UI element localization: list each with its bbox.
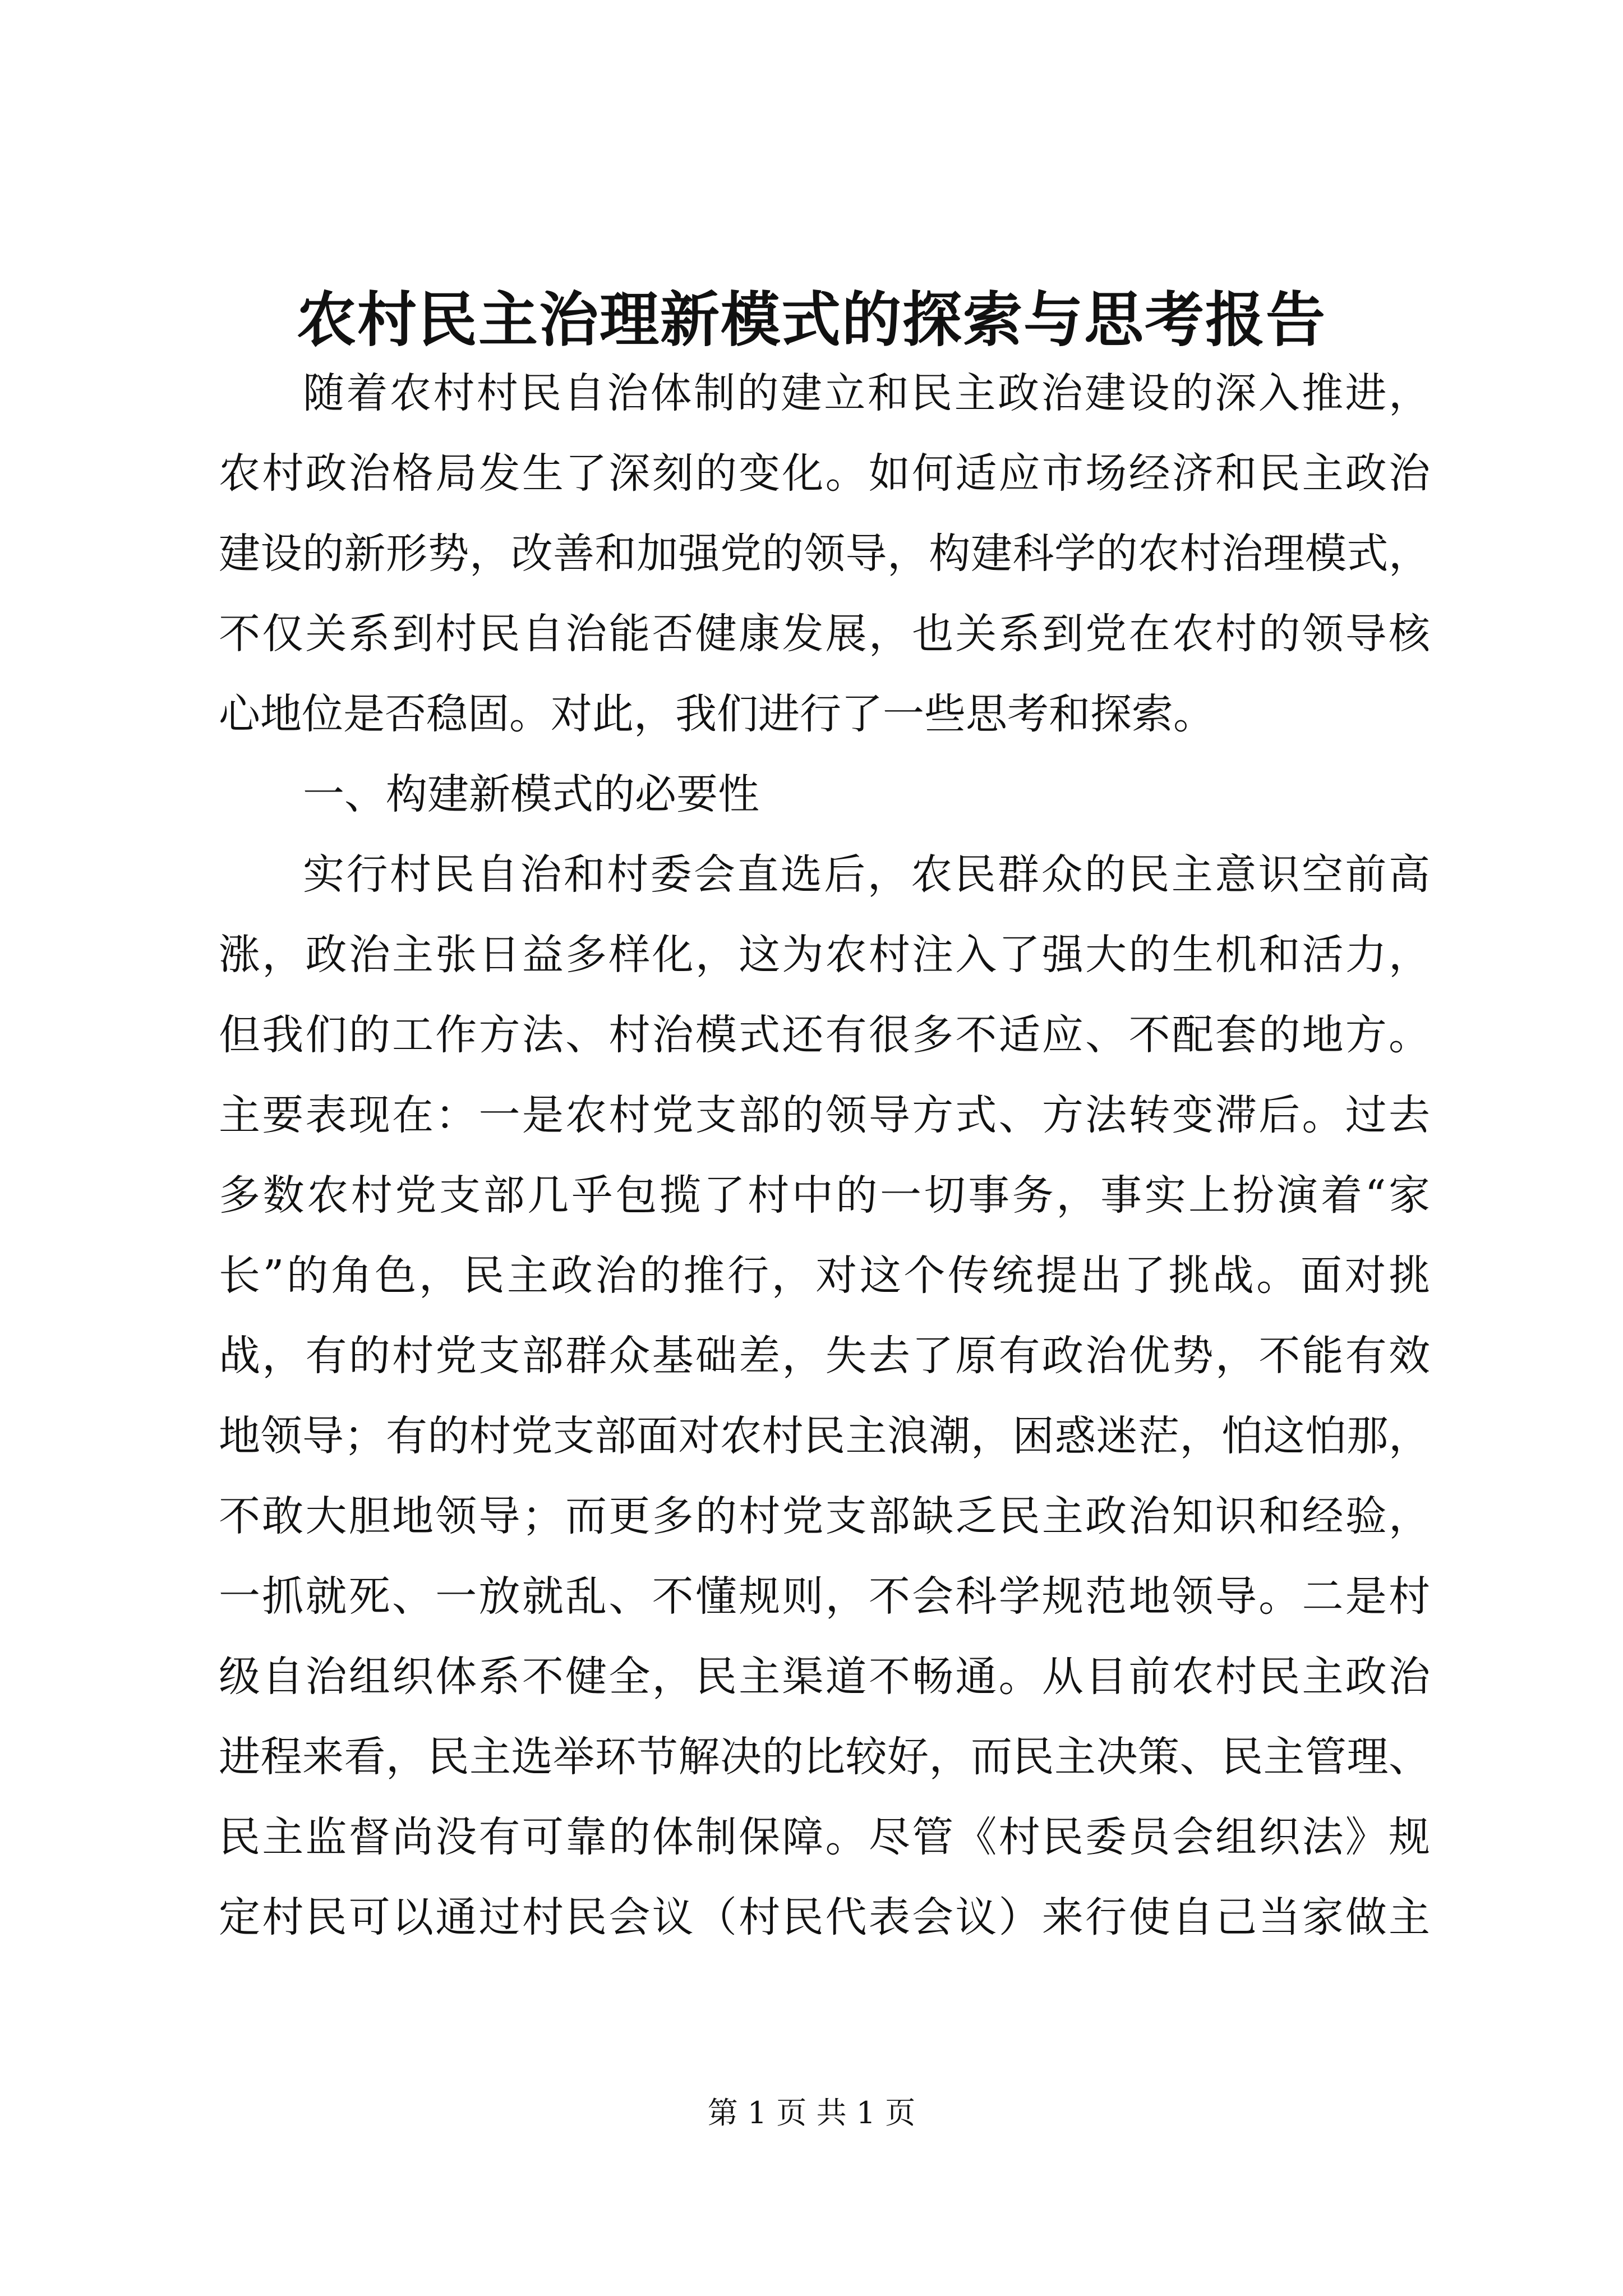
document-body xyxy=(219,353,1430,1958)
document-title: 农村民主治理新模式的探索与思考报告 xyxy=(297,284,1326,355)
paragraph-line: 不敢大胆地领导；而更多的村党支部缺乏民主政治知识和经验， xyxy=(219,1492,1430,1540)
paragraph-line: 不仅关系到村民自治能否健康发展，也关系到党在农村的领导核 xyxy=(219,610,1430,658)
section-heading-text: 一、构建新模式的必要性 xyxy=(303,770,759,818)
paragraph-line: 主要表现在：一是农村党支部的领导方式、方法转变滞后。过去 xyxy=(219,1091,1430,1139)
paragraph-line: 建设的新形势，改善和加强党的领导，构建科学的农村治理模式， xyxy=(219,530,1430,578)
paragraph-line: 涨，政治主张日益多样化，这为农村注入了强大的生机和活力， xyxy=(219,931,1430,979)
paragraph-line: 但我们的工作方法、村治模式还有很多不适应、不配套的地方。 xyxy=(219,1011,1430,1059)
paragraph-line: 战，有的村党支部群众基础差，失去了原有政治优势，不能有效 xyxy=(219,1332,1430,1380)
paragraph xyxy=(219,835,1430,1958)
paragraph-line: 民主监督尚没有可靠的体制保障。尽管《村民委员会组织法》规 xyxy=(219,1813,1430,1861)
paragraph-line: 心地位是否稳固。对此，我们进行了一些思考和探索。 xyxy=(219,690,1215,738)
paragraph xyxy=(219,353,1430,754)
paragraph-line: 实行村民自治和村委会直选后，农民群众的民主意识空前高 xyxy=(303,850,1430,899)
paragraph-line: 进程来看，民主选举环节解决的比较好，而民主决策、民主管理、 xyxy=(219,1733,1430,1781)
paragraph-line: 一抓就死、一放就乱、不懂规则，不会科学规范地领导。二是村 xyxy=(219,1572,1430,1621)
paragraph-line: 定村民可以通过村民会议（村民代表会议）来行使自己当家做主 xyxy=(219,1893,1430,1941)
paragraph-line: 长”的角色，民主政治的推行，对这个传统提出了挑战。面对挑 xyxy=(219,1251,1430,1300)
section-heading xyxy=(219,754,1430,835)
paragraph-line: 多数农村党支部几乎包揽了村中的一切事务，事实上扮演着“家 xyxy=(219,1171,1430,1220)
paragraph-line: 农村政治格局发生了深刻的变化。如何适应市场经济和民主政治 xyxy=(219,449,1430,498)
paragraph-line: 地领导；有的村党支部面对农村民主浪潮，困惑迷茫，怕这怕那， xyxy=(219,1412,1430,1460)
page-footer: 第 1 页 共 1 页 xyxy=(707,2095,916,2131)
paragraph-line: 随着农村村民自治体制的建立和民主政治建设的深入推进， xyxy=(303,369,1430,417)
paragraph-line: 级自治组织体系不健全，民主渠道不畅通。从目前农村民主政治 xyxy=(219,1653,1430,1701)
